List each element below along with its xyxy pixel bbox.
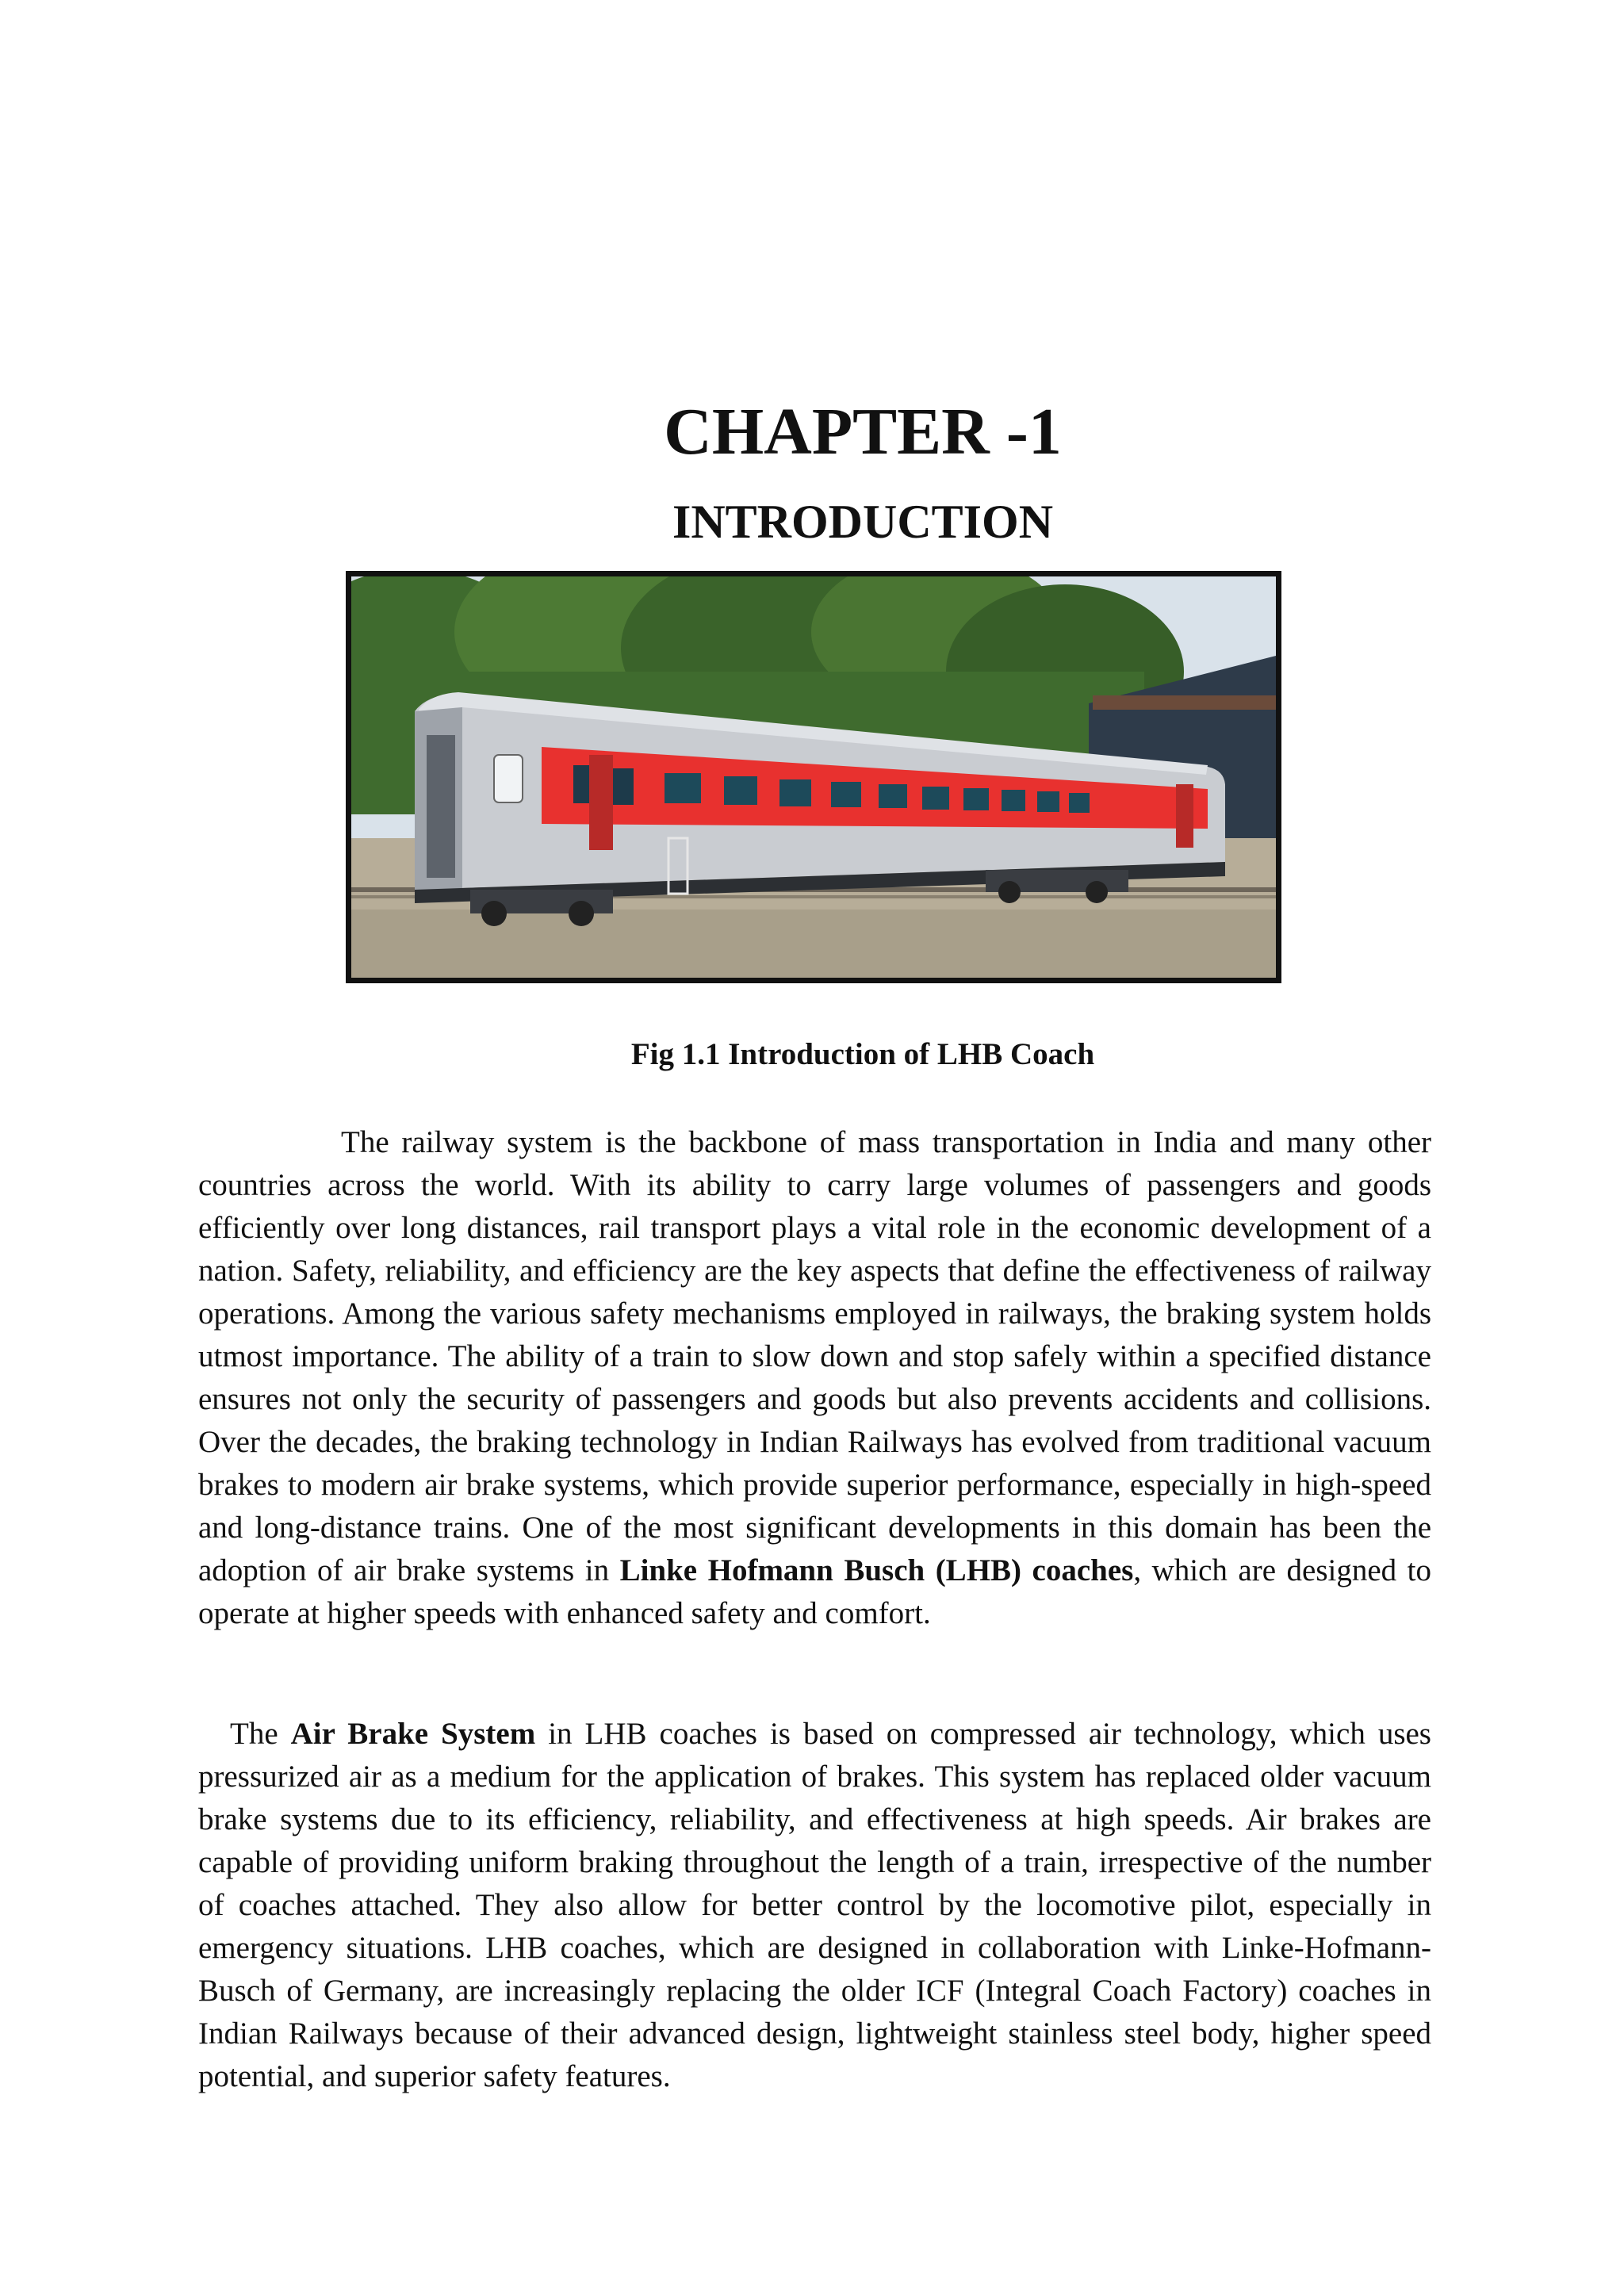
paragraph-intro-text-end: , which are designed to operate at higher speeds with enhanced safety and comfort. <box>198 1553 1431 1630</box>
chapter-title: CHAPTER -1 <box>664 395 1062 469</box>
paragraph-air-brake-text: in LHB coaches is based on compressed air technology, which uses pressurized air as a medium for the application of brakes. This system has replaced older vacuum brake systems due to its efficiency, reliability, and effectiveness at high speeds. Air brakes are capable of providing uniform braking throughout the length of a train, irrespective of the number of coaches attached. They also allow for better control by the locomotive pilot, especially in emergency situations. LHB coaches, which are designed in collaboration with Linke-Hofmann-Busch of Germany, are increasingly replacing the older ICF (Integral Coach Factory) coaches in Indian Railways because of their advanced design, lightweight stainless steel body, higher speed potential, and superior safety features. <box>198 1717 1431 2093</box>
paragraph-intro-text: The railway system is the backbone of mass transportation in India and many other countries across the world. With its ability to carry large volumes of passengers and goods efficiently over long distances, rail transport plays a vital role in the economic development of a nation. Safety, reliability, and efficiency are the key aspects that define the effectiveness of railway operations. Among the various safety mechanisms employed in railways, the braking system holds utmost importance. The ability of a train to slow down and stop safely within a specified distance ensures not only the security of passengers and goods but also prevents accidents and collisions. Over the decades, the braking technology in Indian Railways has evolved from traditional vacuum brakes to modern air brake systems, which provide superior performance, especially in high-speed and long-distance trains. One of the most significant developments in this domain has been the adoption of air brake systems in <box>198 1125 1431 1587</box>
paragraph-air-brake-lead: The <box>230 1717 291 1751</box>
paragraph-air-brake <box>198 1713 1431 2098</box>
paragraph-intro <box>198 1121 1431 1635</box>
chapter-subtitle: INTRODUCTION <box>672 496 1054 548</box>
air-brake-system-term: Air Brake System <box>290 1717 536 1751</box>
figure-frame <box>346 571 1281 983</box>
lhb-coach-photo-icon <box>351 576 1276 978</box>
figure-caption: Fig 1.1 Introduction of LHB Coach <box>630 1037 1095 1071</box>
lhb-coaches-term: Linke Hofmann Busch (LHB) coaches <box>619 1553 1134 1587</box>
